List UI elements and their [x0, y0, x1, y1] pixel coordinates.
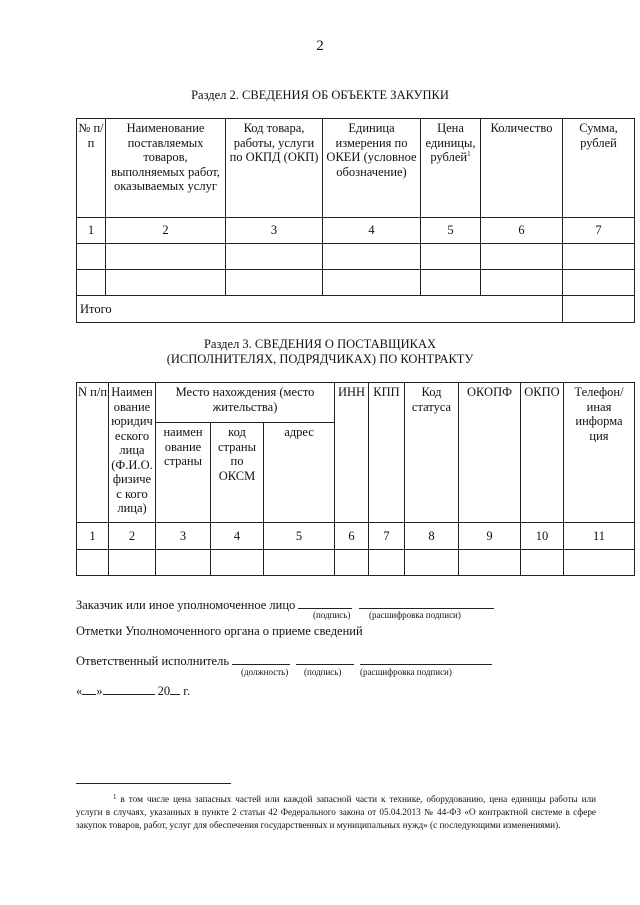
col-number: 9 [459, 523, 521, 550]
date-quote-open: « [76, 684, 83, 698]
empty-cell [481, 244, 563, 270]
col-number: 8 [405, 523, 459, 550]
empty-cell [77, 244, 106, 270]
executor-position-blank [232, 653, 290, 665]
col-number: 6 [481, 218, 563, 244]
footnote-text: в том числе цена запасных частей или каждой запасной части к технике, оборудованию, цена единицы работы или услуги в случаях, указанных в пункте 2 статьи 42 Федерального закона от 05.04.2013 № 44-ФЗ «О контрактной системе в сфере закупок товаров, работ, услуг для обеспечения государственных и муниципальных нужд» (с последующими изменениями). [76, 794, 597, 830]
section-3-title-line1: Раздел 3. СВЕДЕНИЯ О ПОСТАВЩИКАХ [203, 337, 437, 351]
col-number: 7 [369, 523, 405, 550]
executor-signature-line [76, 653, 492, 668]
empty-cell [405, 550, 459, 576]
header-unit: Единица измерения по ОКЕИ (условное обозначение) [323, 119, 421, 218]
empty-cell [421, 244, 481, 270]
header-address: адрес [264, 423, 335, 523]
executor-decode-blank [360, 653, 492, 665]
empty-row [77, 550, 635, 576]
empty-cell [421, 270, 481, 296]
col-number: 1 [77, 218, 106, 244]
empty-cell [563, 270, 635, 296]
col-number: 1 [77, 523, 109, 550]
empty-cell [563, 244, 635, 270]
header-num: N п/п [77, 383, 109, 523]
empty-cell [564, 550, 635, 576]
executor-position-caption: (должность) [241, 667, 289, 677]
date-suffix: г. [183, 684, 191, 698]
empty-cell [369, 550, 405, 576]
empty-cell [459, 550, 521, 576]
empty-cell [521, 550, 564, 576]
header-okpo: ОКПО [521, 383, 564, 523]
customer-decode-caption: (расшифровка подписи) [369, 610, 461, 620]
col-number: 3 [226, 218, 323, 244]
empty-cell [211, 550, 264, 576]
empty-cell [226, 244, 323, 270]
empty-cell [106, 244, 226, 270]
header-country-code: код страны по ОКСМ [211, 423, 264, 523]
col-number: 5 [264, 523, 335, 550]
empty-cell [481, 270, 563, 296]
col-number: 10 [521, 523, 564, 550]
header-country-name: наимен ование страны [156, 423, 211, 523]
empty-cell [77, 550, 109, 576]
empty-cell [77, 270, 106, 296]
purchase-object-table [76, 118, 635, 323]
customer-sign-blank [298, 597, 352, 609]
footnote-rule [76, 783, 231, 784]
date-quote-close: » [96, 684, 103, 698]
header-kpp: КПП [369, 383, 405, 523]
col-number: 5 [421, 218, 481, 244]
header-quantity: Количество [481, 119, 563, 218]
col-number: 6 [335, 523, 369, 550]
footnote [76, 793, 596, 831]
date-line [76, 683, 190, 698]
date-year-prefix: 20 [157, 684, 171, 698]
header-num: № п/п [77, 119, 106, 218]
empty-row [77, 244, 635, 270]
col-number: 7 [563, 218, 635, 244]
date-month-blank [103, 683, 155, 695]
header-legal-name: Наимен ование юридич еского лица (Ф.И.О. физичес кого лица) [109, 383, 156, 523]
date-year-blank [170, 683, 180, 695]
empty-cell [109, 550, 156, 576]
customer-sign-caption: (подпись) [313, 610, 351, 620]
empty-cell [226, 270, 323, 296]
header-price [421, 119, 481, 218]
empty-cell [106, 270, 226, 296]
customer-label: Заказчик или иное уполномоченное лицо [76, 598, 296, 612]
col-number: 2 [109, 523, 156, 550]
header-price-text: Цена единицы, рублей [425, 121, 476, 164]
suppliers-table [76, 382, 635, 576]
col-number: 3 [156, 523, 211, 550]
empty-cell [264, 550, 335, 576]
date-day-blank [82, 683, 96, 695]
header-phone: Телефон/ иная информа ция [564, 383, 635, 523]
empty-cell [156, 550, 211, 576]
header-okopf: ОКОПФ [459, 383, 521, 523]
marks-label: Отметки Уполномоченного органа о приеме сведений [76, 624, 363, 638]
empty-cell [323, 244, 421, 270]
header-sum: Сумма, рублей [563, 119, 635, 218]
header-okpd-code: Код товара, работы, услуги по ОКПД (ОКП) [226, 119, 323, 218]
empty-row [77, 270, 635, 296]
col-number: 4 [211, 523, 264, 550]
executor-sign-blank [296, 653, 354, 665]
executor-sign-caption: (подпись) [304, 667, 342, 677]
col-number: 2 [106, 218, 226, 244]
footnote-ref: 1 [467, 150, 471, 158]
empty-cell [335, 550, 369, 576]
section-2-title: Раздел 2. СВЕДЕНИЯ ОБ ОБЪЕКТЕ ЗАКУПКИ [191, 88, 449, 102]
empty-cell [323, 270, 421, 296]
page-number: 2 [316, 38, 324, 54]
footnote-marker: 1 [113, 793, 117, 801]
section-3-title-line2: (ИСПОЛНИТЕЛЯХ, ПОДРЯДЧИКАХ) ПО КОНТРАКТУ [166, 352, 474, 366]
header-location: Место нахождения (место жительства) [156, 383, 335, 423]
customer-decode-blank [359, 597, 494, 609]
executor-decode-caption: (расшифровка подписи) [360, 667, 452, 677]
header-inn: ИНН [335, 383, 369, 523]
col-number: 4 [323, 218, 421, 244]
executor-label: Ответственный исполнитель [76, 654, 230, 668]
total-value [563, 296, 635, 323]
header-name: Наименование поставляемых товаров, выполняемых работ, оказываемых услуг [106, 119, 226, 218]
total-label: Итого [77, 296, 563, 323]
header-status-code: Код статуса [405, 383, 459, 523]
col-number: 11 [564, 523, 635, 550]
